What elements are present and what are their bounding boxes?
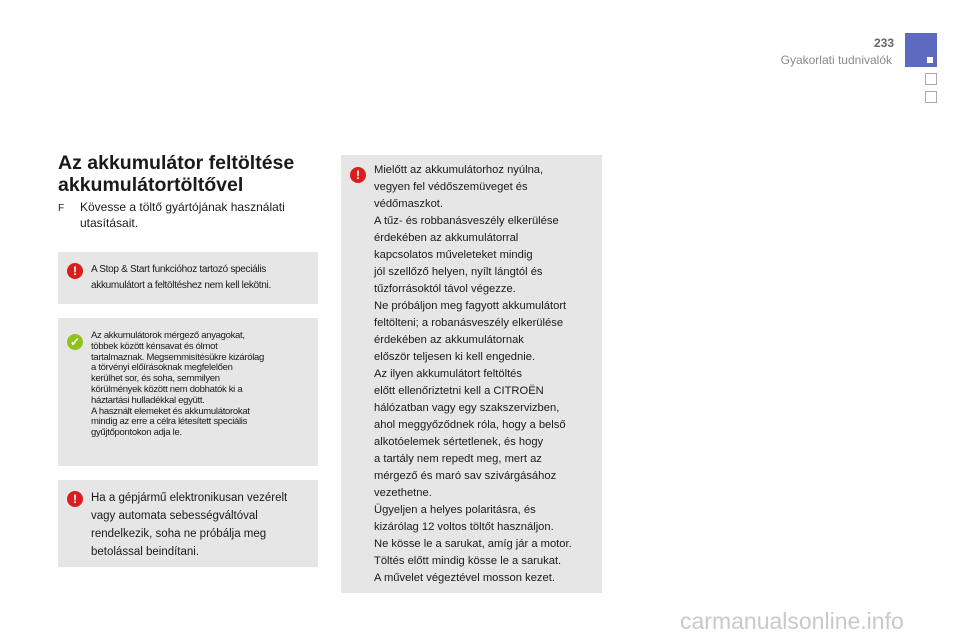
page-title (58, 152, 338, 196)
note-push-start (58, 480, 318, 567)
note-text: Mielőtt az akkumulátorhoz nyúlna, vegyen fel védőszemüveget és védőmaszkot. A tűz- és robbanásveszély elkerülése érdekében az akkumulátorral kapcsolatos műveleteket mindig jól szellőző helyen, nyílt lángtól és tűzforrásoktól távol végezze. Ne próbáljon meg fagyott akkumulátort feltölteni; a robanásveszély elkerülése érdekében az akkumulátornak először teljesen ki kell engednie. Az ilyen akkumulátort feltöltés előtt ellenőriztetni kell a CITROËN hálózatban vagy egy szakszervizben, ahol meggyőződnek róla, hogy a belső alkotóelemek sértetlenek, és hogy a tartály nem repedt meg, mert az mérgező és maró sav szivárgásához vezethetne. Ügyeljen a helyes polaritásra, és kizárólag 12 voltos töltőt használjon. Ne kösse le a sarukat, amíg jár a motor. Töltés előtt mindig kösse le a sarukat. A művelet végeztével mosson kezet. (374, 164, 572, 584)
warning-icon: ! (67, 491, 83, 507)
section-tab-active[interactable] (905, 33, 937, 67)
note-safety (341, 155, 602, 593)
note-stop-start (58, 252, 318, 304)
note-text: A Stop & Start funkcióhoz tartozó speciális akkumulátort a feltöltéshez nem kell lekötni. (91, 264, 271, 291)
section-title: Gyakorlati tudnivalók (780, 53, 892, 67)
warning-icon: ! (350, 167, 366, 183)
note-environment (58, 318, 318, 466)
title-line-2: akkumulátortöltővel (58, 174, 244, 196)
title-line-1: Az akkumulátor feltöltése (58, 152, 295, 174)
warning-icon: ! (67, 263, 83, 279)
section-tab[interactable] (925, 73, 937, 85)
environment-icon: ✓ (67, 334, 83, 350)
tab-marker (927, 57, 933, 63)
section-tab[interactable] (925, 91, 937, 103)
bullet-marker: F (58, 203, 65, 214)
page-number: 233 (873, 36, 894, 50)
instruction-bullet (58, 199, 313, 231)
watermark: carmanualsonline.info (680, 608, 904, 634)
bullet-text: Kövesse a töltő gyártójának használati utasításait. (80, 200, 285, 230)
note-text: Az akkumulátorok mérgező anyagokat, többek között kénsavat és ólmot tartalmaznak. Megsemmisítésükre kizárólag a törvényi előírásoknak megfelelően kerülhet sor, és soha, semmilyen körülmények között nem dobhatók ki a háztartási hulladékkal együtt. A használt elemeket és akkumulátorokat mindig az erre a célra létesített speciális gyűjtőpontokon adja le. (91, 330, 265, 439)
note-text: Ha a gépjármű elektronikusan vezérelt vagy automata sebességváltóval rendelkezik, soha ne próbálja meg betolással beindítani. (91, 492, 288, 558)
